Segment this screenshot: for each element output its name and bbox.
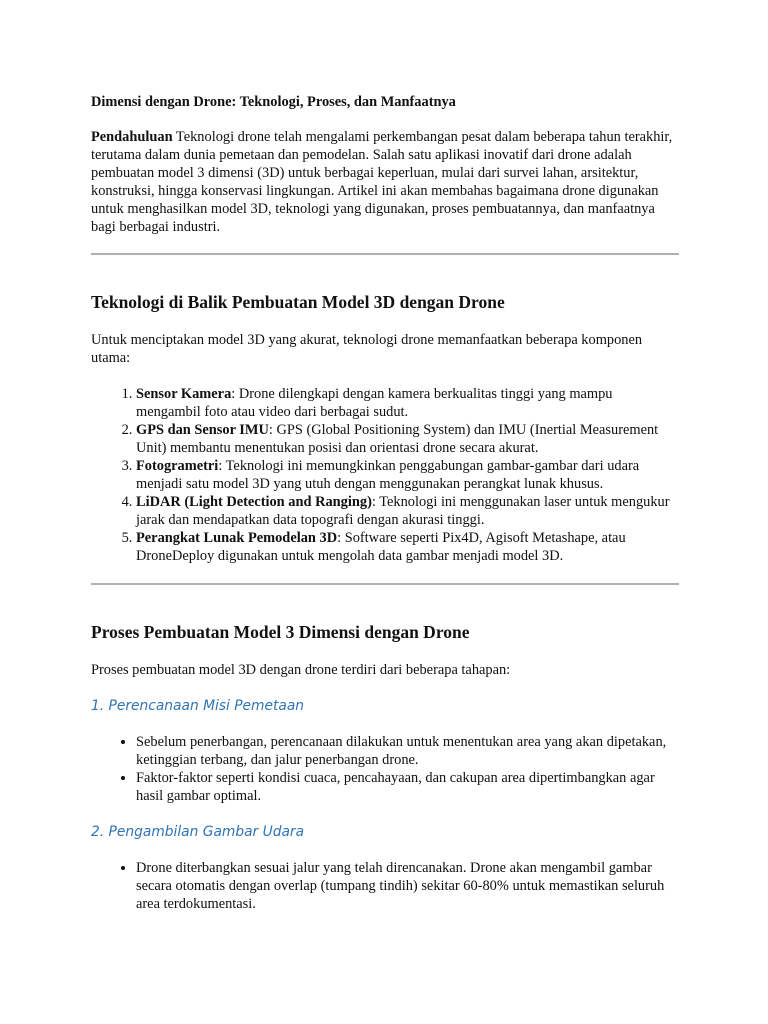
technology-intro: Untuk menciptakan model 3D yang akurat, teknologi drone memanfaatkan beberapa komponen utama:: [91, 332, 643, 366]
intro-text: Teknologi drone telah mengalami perkembangan pesat dalam beberapa tahun terakhir, terutama dalam dunia pemetaan dan pemodelan. Salah satu aplikasi inovatif dari drone adalah pembuatan model 3 dimensi (3D) untuk berbagai keperluan, mulai dari survei lahan, arsitektur, konstruksi, hingga konservasi lingkungan. Artikel ini akan membahas bagaimana drone digunakan untuk menghasilkan model 3D, teknologi yang digunakan, proses pembuatannya, dan manfaatnya bagi berbagai industri.: [91, 129, 673, 235]
item-term: Perangkat Lunak Pemodelan 3D: [136, 530, 338, 546]
item-term: Sensor Kamera: [136, 386, 232, 402]
item-desc: : GPS (Global Positioning System) dan IMU (Inertial Measurement Unit) membantu menentukan posisi dan orientasi drone secara akurat.: [136, 422, 659, 456]
process-intro: Proses pembuatan model 3D dengan drone terdiri dari beberapa tahapan:: [91, 662, 511, 678]
step-heading-planning: 1. Perencanaan Misi Pemetaan: [91, 698, 305, 714]
intro-paragraph: [91, 128, 679, 236]
list-item: [136, 457, 679, 493]
section-heading-technology: Teknologi di Balik Pembuatan Model 3D dengan Drone: [91, 292, 505, 312]
intro-lead: Pendahuluan: [91, 129, 173, 145]
list-item: [136, 493, 679, 529]
item-desc: : Drone dilengkapi dengan kamera berkualitas tinggi yang mampu mengambil foto atau video dari berbagai sudut.: [136, 386, 613, 420]
list-item: [136, 385, 679, 421]
item-desc: : Teknologi ini memungkinkan penggabungan gambar-gambar dari udara menjadi satu model 3D yang utuh dengan menggunakan perangkat lunak khusus.: [136, 458, 640, 492]
step-heading-capture: 2. Pengambilan Gambar Udara: [91, 824, 305, 840]
item-term: GPS dan Sensor IMU: [136, 422, 269, 438]
document-title: Dimensi dengan Drone: Teknologi, Proses, dan Manfaatnya: [91, 94, 456, 110]
item-term: LiDAR (Light Detection and Ranging): [136, 494, 372, 510]
document-page: [91, 93, 679, 913]
item-desc: : Teknologi ini menggunakan laser untuk mengukur jarak dan mendapatkan data topografi dengan akurasi tinggi.: [136, 494, 670, 528]
section-divider: [91, 253, 679, 255]
list-item: [136, 529, 679, 565]
section-heading-process: Proses Pembuatan Model 3 Dimensi dengan Drone: [91, 622, 470, 642]
list-item: • Sebelum penerbangan, perencanaan dilakukan untuk menentukan area yang akan dipetakan, ketinggian terbang, dan jalur penerbangan drone.: [136, 733, 679, 769]
list-item: • Drone diterbangkan sesuai jalur yang telah direncanakan. Drone akan mengambil gambar secara otomatis dengan overlap (tumpang tindih) sekitar 60-80% untuk memastikan seluruh area terdokumentasi.: [136, 859, 679, 913]
section-divider: [91, 583, 679, 585]
list-item: [136, 421, 679, 457]
planning-bullets: [91, 733, 679, 805]
capture-bullets: [91, 859, 679, 913]
technology-list: [91, 385, 679, 565]
item-term: Fotogrametri: [136, 458, 219, 474]
item-desc: : Software seperti Pix4D, Agisoft Metashape, atau DroneDeploy digunakan untuk mengolah data gambar menjadi model 3D.: [136, 530, 626, 564]
list-item: • Faktor-faktor seperti kondisi cuaca, pencahayaan, dan cakupan area dipertimbangkan agar hasil gambar optimal.: [136, 769, 679, 805]
